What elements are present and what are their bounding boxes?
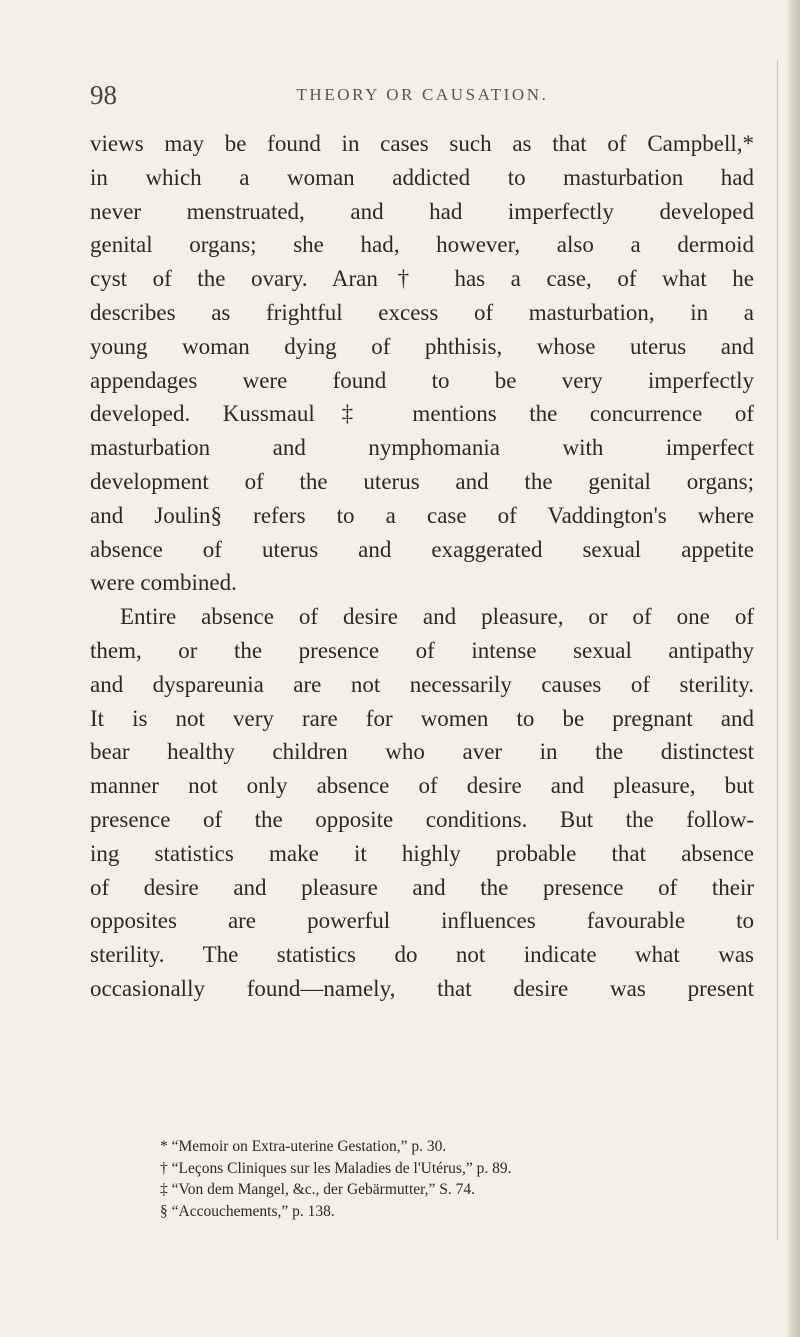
text-line: and Joulin§ refers to a case of Vaddington's where [90, 502, 754, 528]
footnote: § “Accouchements,” p. 138. [160, 1202, 335, 1220]
footnotes [160, 1136, 760, 1222]
text-line: never menstruated, and had imperfectly developed [90, 198, 754, 224]
text-line: opposites are powerful influences favourable to [90, 908, 754, 934]
text-line: of desire and pleasure and the presence of their [90, 874, 754, 900]
text-line: genital organs; she had, however, also a dermoid [90, 232, 754, 258]
running-head: THEORY OR CAUSATION. [296, 85, 549, 104]
page-edge-shadow [786, 0, 800, 1337]
text-line: manner not only absence of desire and pleasure, but [90, 773, 754, 799]
text-line: views may be found in cases such as that of Campbell,* [90, 131, 754, 156]
text-line: masturbation and nymphomania with imperfect [90, 435, 754, 461]
text-line: appendages were found to be very imperfectly [90, 367, 754, 393]
footnote: ‡ “Von dem Mangel, &c., der Gebärmutter,” S. 74. [160, 1181, 476, 1198]
paragraph-start-line: Entire absence of desire and pleasure, or of one of [120, 604, 754, 630]
text-line: young woman dying of phthisis, whose uterus and [90, 333, 754, 359]
text-line: development of the uterus and the genital organs; [90, 468, 754, 494]
footnote: * “Memoir on Extra-uterine Gestation,” p. 30. [160, 1138, 447, 1155]
text-line: absence of uterus and exaggerated sexual appetite [90, 536, 754, 562]
text-line: them, or the presence of intense sexual antipathy [90, 637, 754, 663]
text-line: in which a woman addicted to masturbation had [90, 164, 754, 190]
page-header [90, 78, 755, 112]
body-text [90, 127, 754, 1006]
text-line: sterility. The statistics do not indicate what was [90, 942, 754, 968]
page-number: 98 [90, 80, 117, 110]
text-line: bear healthy children who aver in the distinctest [90, 739, 754, 765]
text-line: cyst of the ovary. Aran† has a case, of what he [90, 266, 754, 292]
paragraph-end-line: were combined. [90, 570, 237, 596]
text-line: describes as frightful excess of masturbation, in a [90, 299, 754, 325]
text-line: occasionally found—namely, that desire was present [90, 975, 754, 1001]
text-line: It is not very rare for women to be pregnant and [90, 705, 754, 731]
text-line: and dyspareunia are not necessarily causes of sterility. [90, 671, 754, 697]
text-line: developed. Kussmaul‡ mentions the concurrence of [90, 401, 754, 427]
text-line: ing statistics make it highly probable that absence [90, 840, 754, 866]
page-edge-line [777, 60, 778, 1240]
footnote: † “Leçons Cliniques sur les Maladies de l'Utérus,” p. 89. [160, 1159, 512, 1177]
text-line: presence of the opposite conditions. But the follow- [90, 806, 754, 832]
